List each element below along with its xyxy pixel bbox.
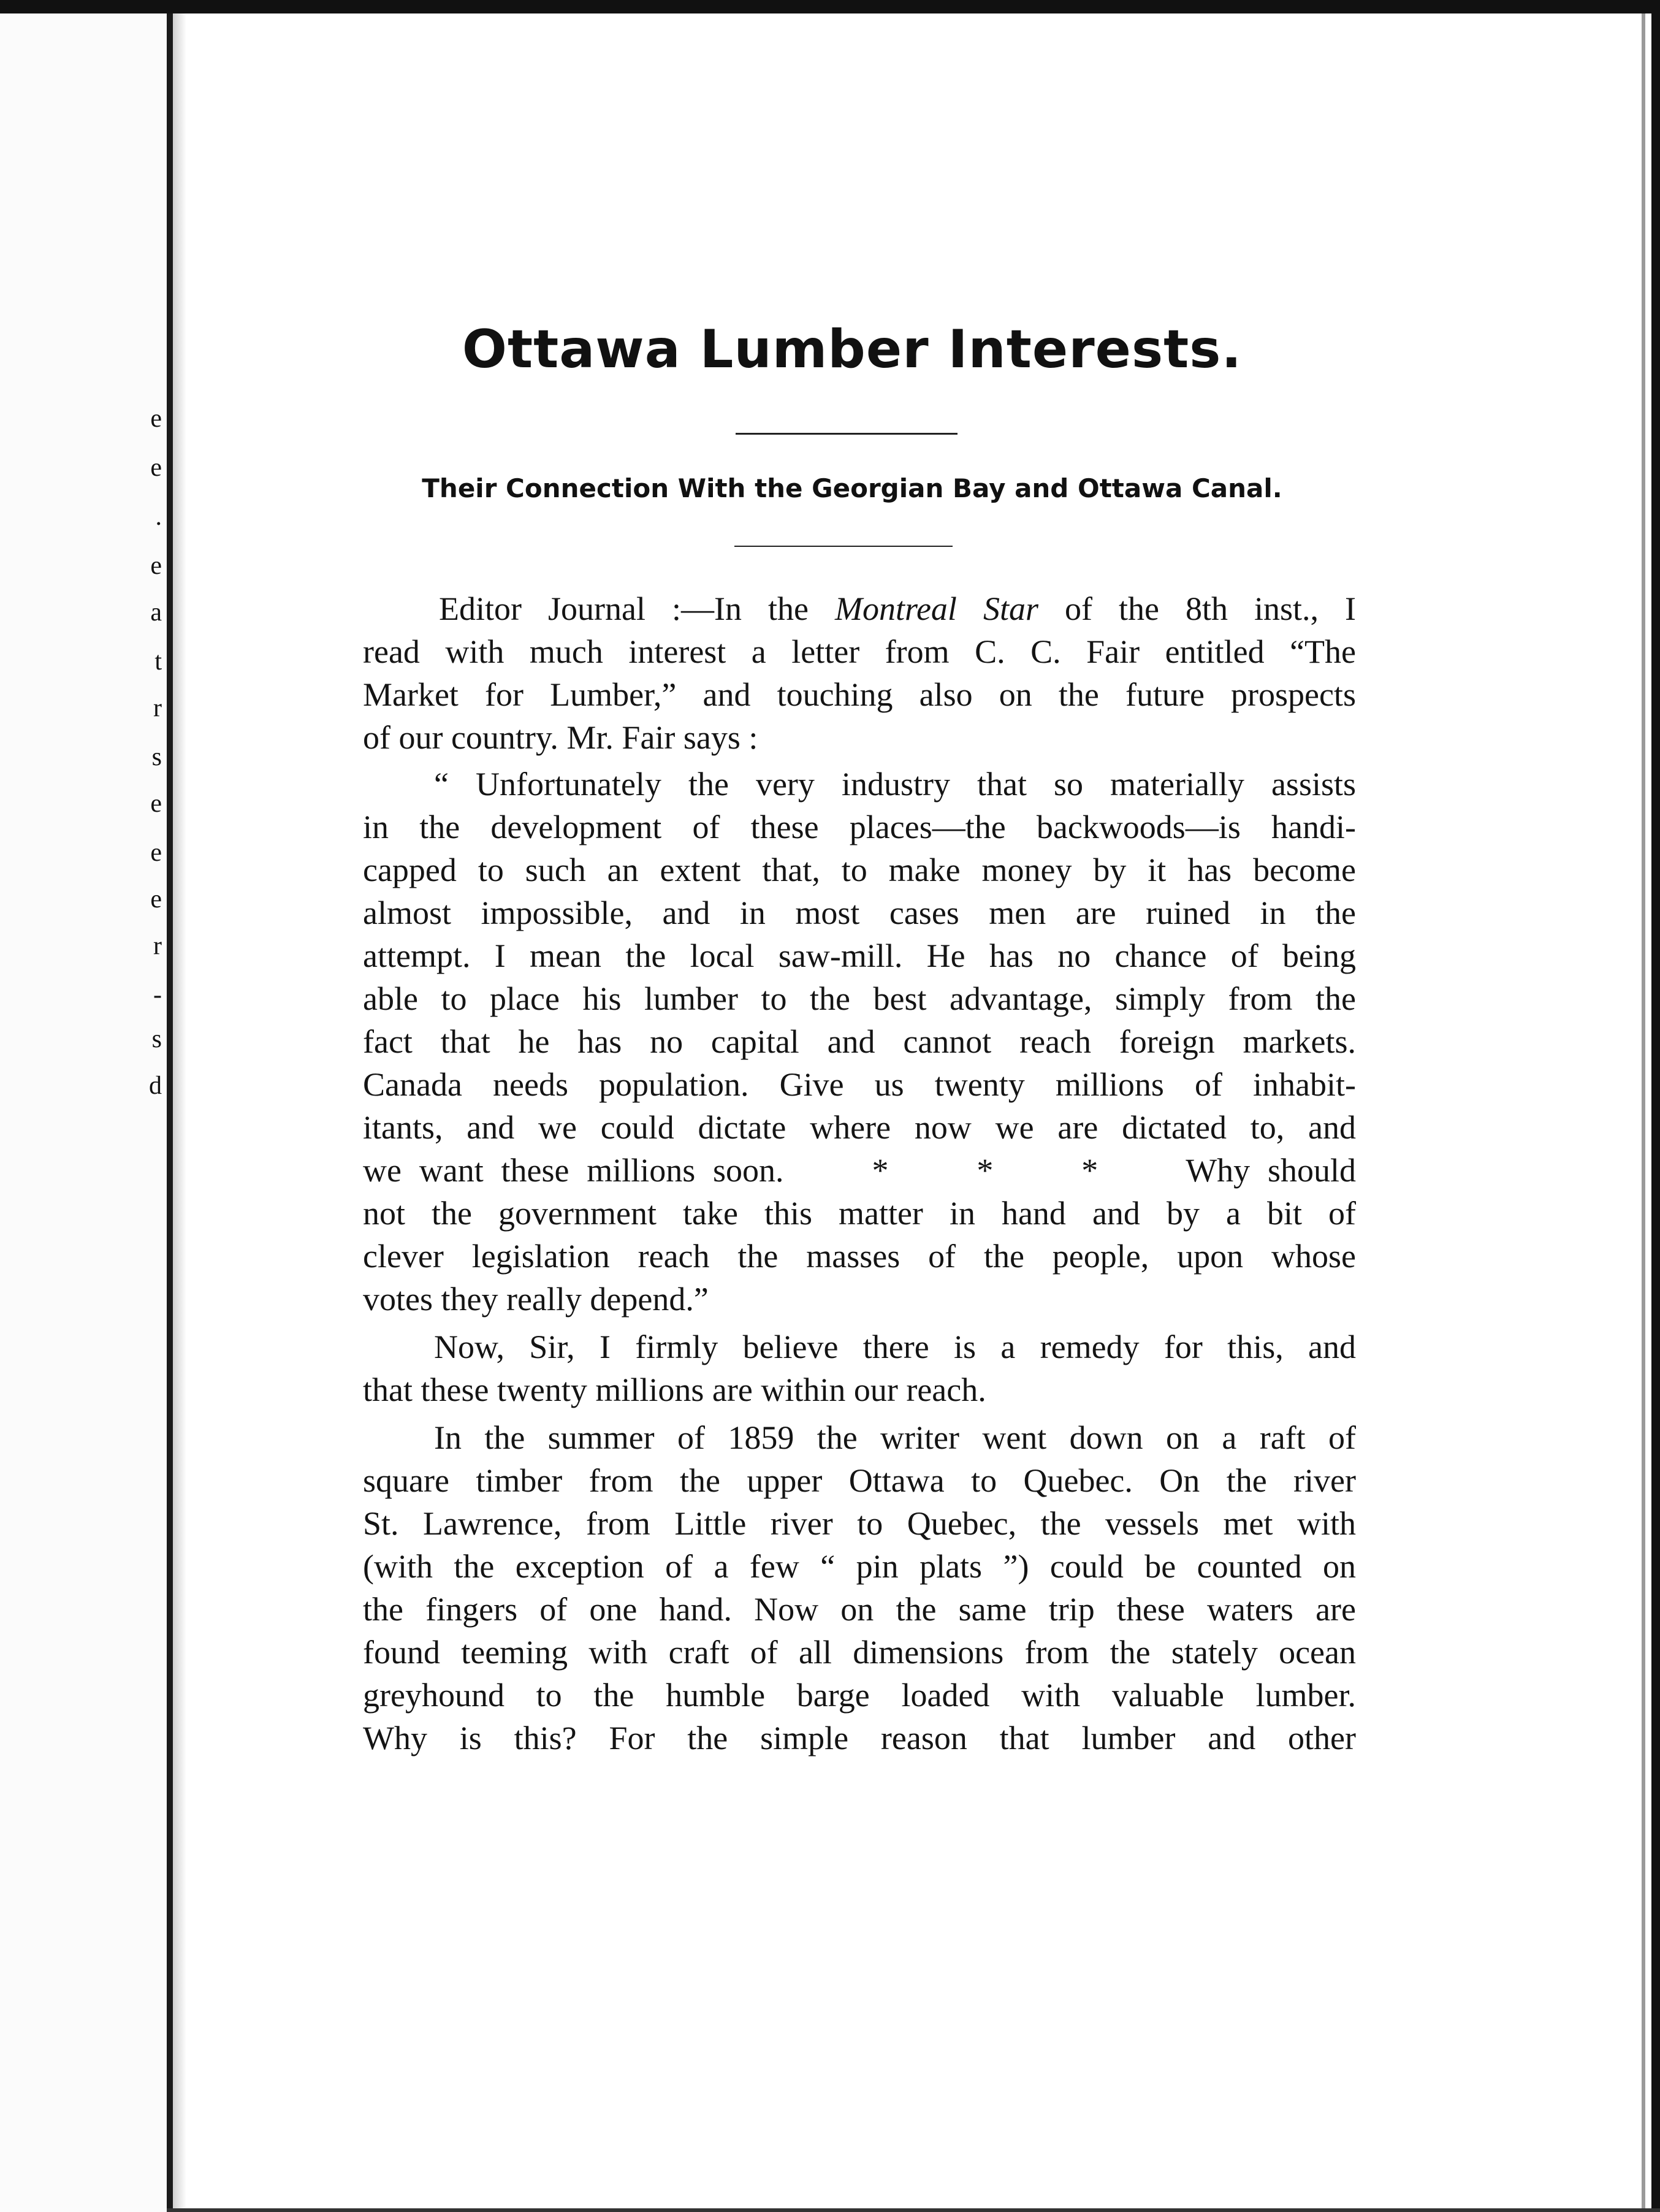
body-line: greyhound to the humble barge loaded with valuable lumber. (363, 1677, 1356, 1714)
body-line: the fingers of one hand. Now on the same trip these waters are (363, 1591, 1356, 1628)
facing-page-fragment: t (154, 647, 162, 676)
facing-page-fragment: e (150, 885, 162, 913)
scan-right-border (1651, 13, 1660, 2212)
body-line-first (363, 592, 1356, 625)
facing-page-fragment: r (153, 694, 162, 722)
body-line: (with the exception of a few “ pin plats ”) could be counted on (363, 1548, 1356, 1585)
scan-top-border (0, 0, 1660, 13)
title-rule (736, 433, 958, 435)
body-line: in the development of these places—the backwoods—is handi- (363, 809, 1356, 845)
body-line: able to place his lumber to the best advantage, simply from the (363, 980, 1356, 1017)
article-subtitle: Their Connection With the Georgian Bay and Ottawa Canal. (422, 473, 1282, 503)
body-line: votes they really depend.” (363, 1281, 709, 1318)
body-line: attempt. I mean the local saw-mill. He has no chance of being (363, 937, 1356, 974)
facing-page-fragment: e (150, 454, 162, 482)
facing-page-fragment: e (150, 790, 162, 818)
facing-page-fragment: s (151, 1025, 162, 1053)
body-line: Why is this? For the simple reason that lumber and other (363, 1720, 1356, 1756)
body-line: “ Unfortunately the very industry that so materially assists (434, 766, 1356, 803)
body-line: square timber from the upper Ottawa to Quebec. On the river (363, 1462, 1356, 1499)
body-line: that these twenty millions are within our reach. (363, 1371, 986, 1408)
body-line: Canada needs population. Give us twenty millions of inhabit- (363, 1066, 1356, 1103)
body-line: St. Lawrence, from Little river to Quebec, the vessels met with (363, 1505, 1356, 1542)
body-line: we want these millions soon. * * * Why should (363, 1152, 1356, 1189)
scan-bottom-border (167, 2208, 1660, 2212)
body-line: itants, and we could dictate where now we are dictated to, and (363, 1109, 1356, 1146)
page-edge-shadow (1642, 13, 1645, 2212)
body-line: read with much interest a letter from C. C. Fair entitled “The (363, 633, 1356, 670)
body-line: almost impossible, and in most cases men are ruined in the (363, 894, 1356, 931)
facing-page-fragment: - (153, 981, 162, 1009)
body-line: Now, Sir, I firmly believe there is a remedy for this, and (434, 1329, 1356, 1365)
facing-page-fragment: a (150, 598, 162, 627)
gutter-shadow (173, 13, 186, 2212)
facing-page-fragment: r (153, 932, 162, 960)
body-line: In the summer of 1859 the writer went down on a raft of (434, 1419, 1356, 1456)
article-title: Ottawa Lumber Interests. (462, 319, 1243, 380)
newspaper-title: Montreal Star (834, 590, 1038, 627)
facing-page-fragment: e (150, 552, 162, 580)
body-line: fact that he has no capital and cannot reach foreign markets. (363, 1023, 1356, 1060)
first-line-after: of the 8th inst., I (1038, 590, 1356, 627)
facing-page-fragment: e (150, 405, 162, 433)
body-line: capped to such an extent that, to make money by it has become (363, 852, 1356, 888)
facing-page-fragment: . (155, 503, 162, 531)
body-line: not the government take this matter in hand and by a bit of (363, 1195, 1356, 1232)
facing-page-edge (0, 13, 173, 2212)
body-line: found teeming with craft of all dimensions from the stately ocean (363, 1634, 1356, 1671)
first-line-before: Editor Journal :—In the (439, 590, 835, 627)
body-line: clever legislation reach the masses of the people, upon whose (363, 1238, 1356, 1275)
facing-page-fragment: s (151, 743, 162, 771)
facing-page-fragment: d (149, 1072, 162, 1100)
subtitle-rule (734, 546, 953, 547)
body-line: Market for Lumber,” and touching also on the future prospects (363, 676, 1356, 713)
body-line: of our country. Mr. Fair says : (363, 719, 758, 756)
facing-page-fragment: e (150, 839, 162, 867)
